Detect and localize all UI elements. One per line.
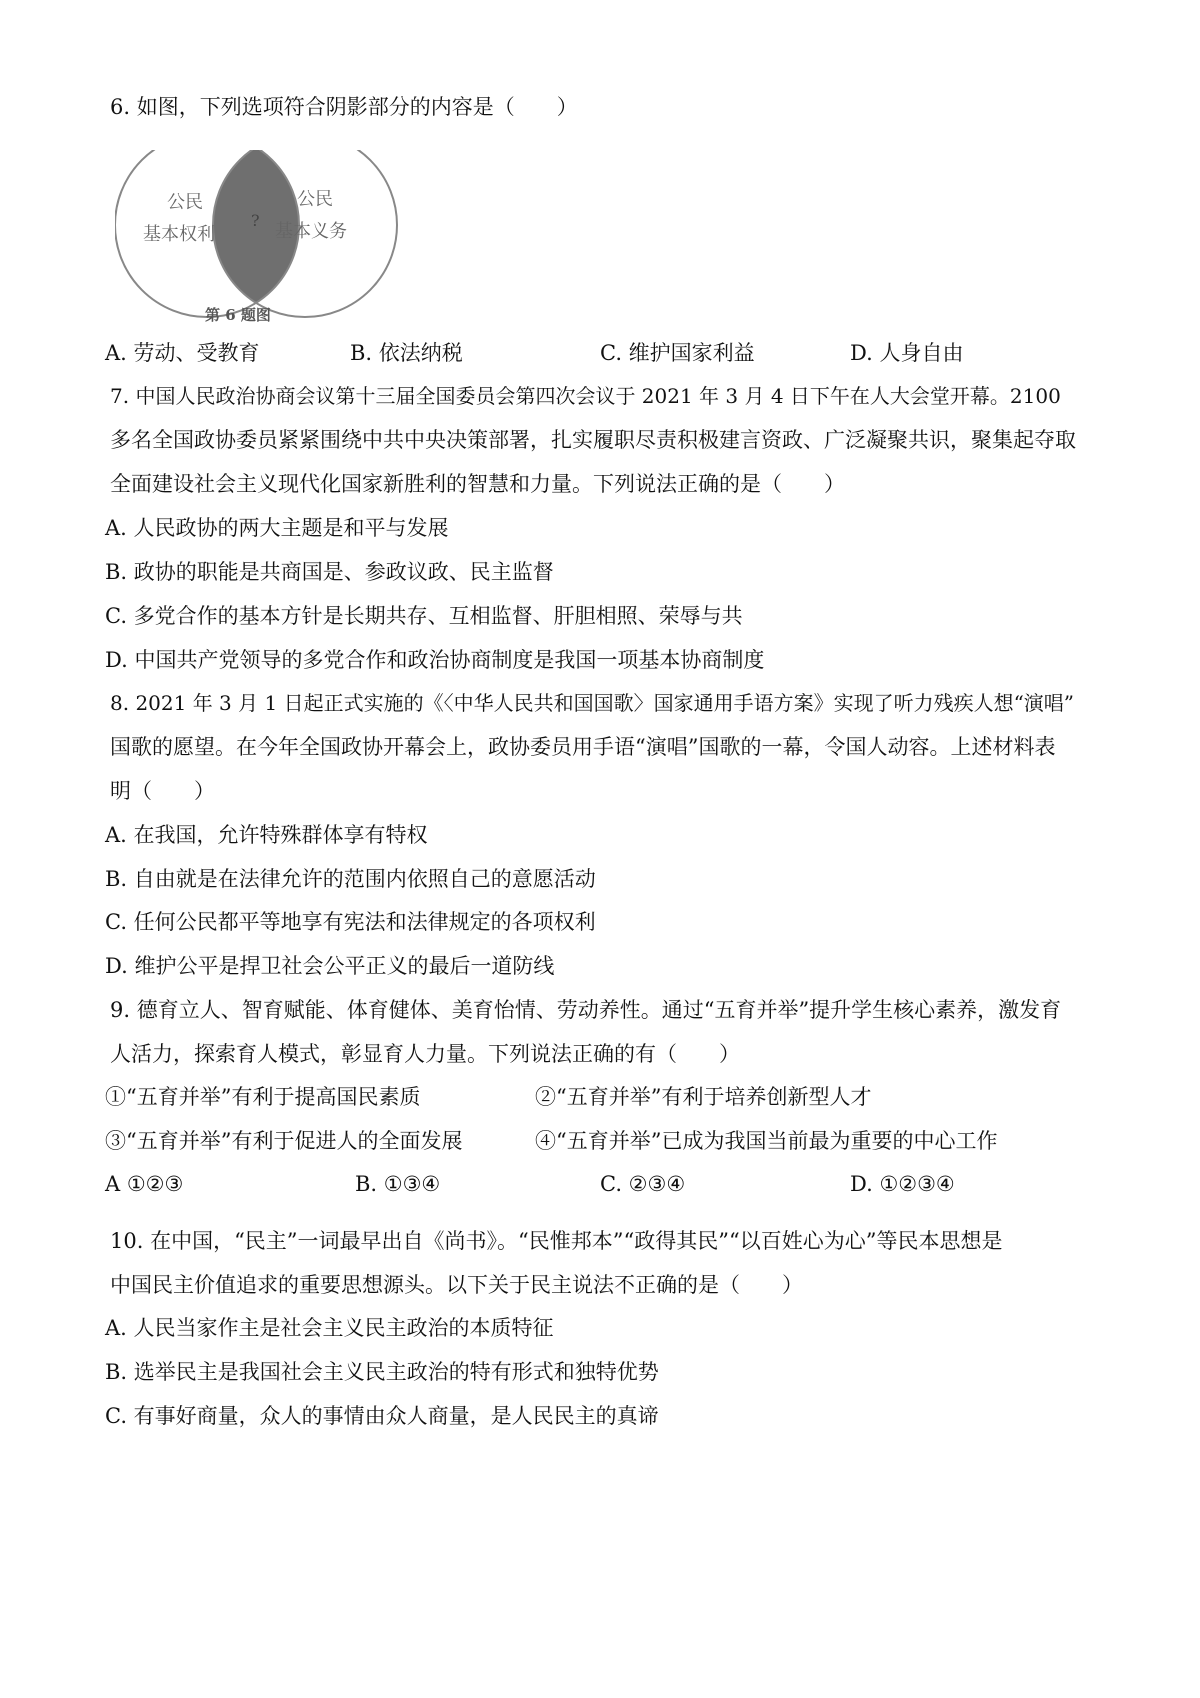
q8-stem-line-2: 国歌的愿望。在今年全国政协开幕会上，政协委员用手语“演唱”国歌的一幕，令国人动容。上述材料表 (110, 735, 1056, 759)
q7-option-b: B. 政协的职能是共商国是、参政议政、民主监督 (105, 560, 554, 584)
q10-option-a: A. 人民当家作主是社会主义民主政治的本质特征 (105, 1316, 554, 1340)
q9-stem-line-1: 9. 德育立人、智育赋能、体育健体、美育怡情、劳动养性。通过“五育并举”提升学生核心素养，激发育 (110, 998, 1062, 1022)
q8-option-c: C. 任何公民都平等地享有宪法和法律规定的各项权利 (105, 910, 596, 934)
q6-option-b: B. 依法纳税 (350, 341, 463, 365)
q7-stem-line-1: 7. 中国人民政治协商会议第十三届全国委员会第四次会议于 2021 年 3 月 4 日下午在人大会堂开幕。2100 (110, 384, 1061, 408)
q8-option-b: B. 自由就是在法律允许的范围内依照自己的意愿活动 (105, 867, 596, 891)
q9-option-c: C. ②③④ (600, 1172, 686, 1196)
venn-right-label-1: 公民 (297, 189, 333, 210)
q9-option-b: B. ①③④ (355, 1172, 441, 1196)
figure-caption: 第 6 题图 (205, 306, 271, 324)
venn-left-label-2: 基本权利 (143, 224, 215, 245)
venn-right-label-2: 基本义务 (275, 221, 347, 242)
venn-left-label-1: 公民 (167, 192, 203, 213)
q8-stem-line-1: 8. 2021 年 3 月 1 日起正式实施的《〈中华人民共和国国歌〉国家通用手语方案》实现了听力残疾人想“演唱” (110, 691, 1075, 715)
q9-stem-line-2: 人活力，探索育人模式，彰显育人力量。下列说法正确的有（ ） (110, 1042, 740, 1066)
q8-stem-line-3: 明（ ） (110, 779, 215, 803)
q9-option-a: A ①②③ (105, 1172, 184, 1196)
q10-option-c: C. 有事好商量，众人的事情由众人商量，是人民民主的真谛 (105, 1404, 659, 1428)
q8-option-d: D. 维护公平是捍卫社会公平正义的最后一道防线 (105, 954, 555, 978)
q6-option-c: C. 维护国家利益 (600, 341, 755, 365)
q7-stem-line-2: 多名全国政协委员紧紧围绕中共中央决策部署，扎实履职尽责积极建言资政、广泛凝聚共识，聚集起夺取 (110, 428, 1076, 452)
q8-option-a: A. 在我国，允许特殊群体享有特权 (105, 823, 428, 847)
q6-option-a: A. 劳动、受教育 (105, 341, 260, 365)
venn-center-mark: ? (251, 211, 260, 230)
q6-stem: 6. 如图，下列选项符合阴影部分的内容是（ ） (110, 95, 578, 119)
venn-diagram (115, 150, 405, 325)
q7-stem-line-3: 全面建设社会主义现代化国家新胜利的智慧和力量。下列说法正确的是（ ） (110, 472, 845, 496)
q9-statement-2: ②“五育并举”有利于培养创新型人才 (535, 1085, 872, 1109)
q9-statement-4: ④“五育并举”已成为我国当前最为重要的中心工作 (535, 1129, 998, 1153)
q7-option-d: D. 中国共产党领导的多党合作和政治协商制度是我国一项基本协商制度 (105, 648, 765, 672)
q10-stem-line-2: 中国民主价值追求的重要思想源头。以下关于民主说法不正确的是（ ） (110, 1273, 803, 1297)
q6-option-d: D. 人身自由 (850, 341, 964, 365)
q7-option-c: C. 多党合作的基本方针是长期共存、互相监督、肝胆相照、荣辱与共 (105, 604, 743, 628)
q7-option-a: A. 人民政协的两大主题是和平与发展 (105, 516, 449, 540)
q9-statement-3: ③“五育并举”有利于促进人的全面发展 (105, 1129, 463, 1153)
q9-statement-1: ①“五育并举”有利于提高国民素质 (105, 1085, 421, 1109)
q10-stem-line-1: 10. 在中国，“民主”一词最早出自《尚书》。“民惟邦本”“政得其民”“以百姓心为心”等民本思想是 (110, 1229, 1003, 1253)
q10-option-b: B. 选举民主是我国社会主义民主政治的特有形式和独特优势 (105, 1360, 659, 1384)
q9-option-d: D. ①②③④ (850, 1172, 955, 1196)
